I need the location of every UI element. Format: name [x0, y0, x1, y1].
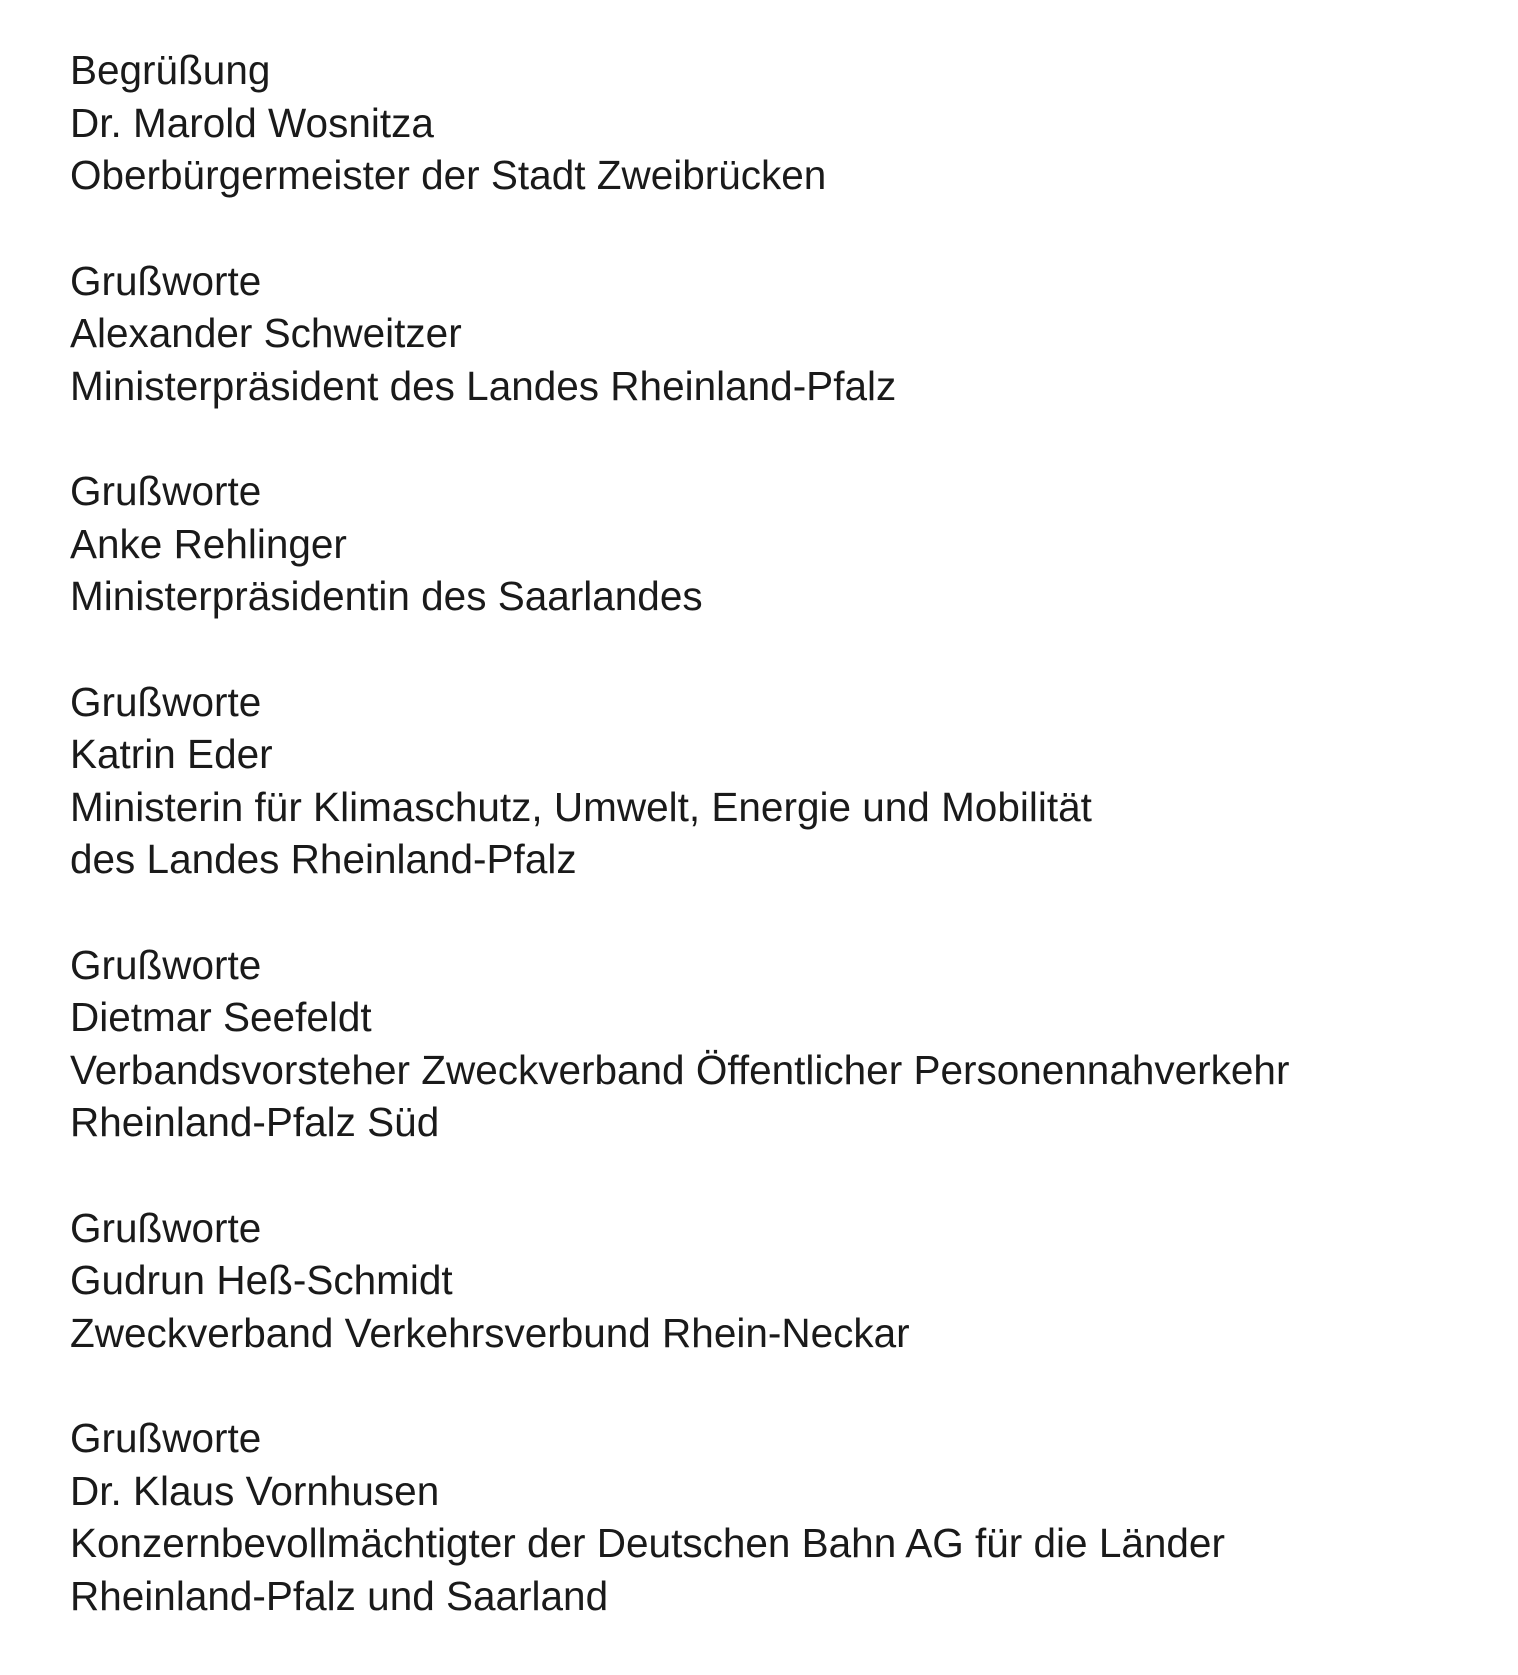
program-entry — [70, 939, 1500, 1149]
entry-heading: Grußworte — [70, 1204, 262, 1251]
entry-heading: Grußworte — [70, 468, 262, 514]
speaker-name: Gudrun Heß-Schmidt — [70, 1257, 453, 1303]
speaker-role: Ministerpräsident des Landes Rheinland-Pfalz — [70, 362, 897, 409]
speaker-role: Zweckverband Verkehrsverbund Rhein-Neckar — [70, 1309, 910, 1356]
speaker-name: Dr. Klaus Vornhusen — [70, 1467, 440, 1514]
entry-heading: Grußworte — [70, 941, 262, 988]
speaker-name: Alexander Schweitzer — [70, 310, 462, 356]
speaker-name: Dr. Marold Wosnitza — [70, 99, 434, 146]
speaker-role: Konzernbevollmächtigter der Deutschen Bahn AG für die Länder — [70, 1520, 1225, 1566]
speaker-role: Ministerpräsidentin des Saarlandes — [70, 573, 703, 619]
program-entry — [70, 44, 1500, 202]
program-entry — [70, 1202, 1500, 1360]
speaker-role: Ministerin für Klimaschutz, Umwelt, Energie und Mobilität — [70, 783, 1092, 830]
speaker-role-continued: Rheinland-Pfalz und Saarland — [70, 1572, 609, 1619]
speaker-name: Anke Rehlinger — [70, 520, 347, 567]
speaker-name: Dietmar Seefeldt — [70, 994, 372, 1040]
entry-heading: Grußworte — [70, 678, 262, 725]
speaker-role: Verbandsvorsteher Zweckverband Öffentlicher Personennahverkehr — [70, 1046, 1290, 1093]
speaker-name: Katrin Eder — [70, 731, 273, 777]
program-entry — [70, 255, 1500, 413]
program-entry — [70, 465, 1500, 623]
program-entry — [70, 1412, 1500, 1622]
speaker-role: Oberbürgermeister der Stadt Zweibrücken — [70, 152, 827, 198]
entry-heading: Begrüßung — [70, 47, 271, 93]
speaker-role-continued: des Landes Rheinland-Pfalz — [70, 836, 577, 882]
speaker-role-continued: Rheinland-Pfalz Süd — [70, 1099, 440, 1145]
entry-heading: Grußworte — [70, 1415, 262, 1461]
program-page — [70, 44, 1500, 1675]
entry-heading: Grußworte — [70, 257, 262, 304]
program-entry — [70, 676, 1500, 886]
